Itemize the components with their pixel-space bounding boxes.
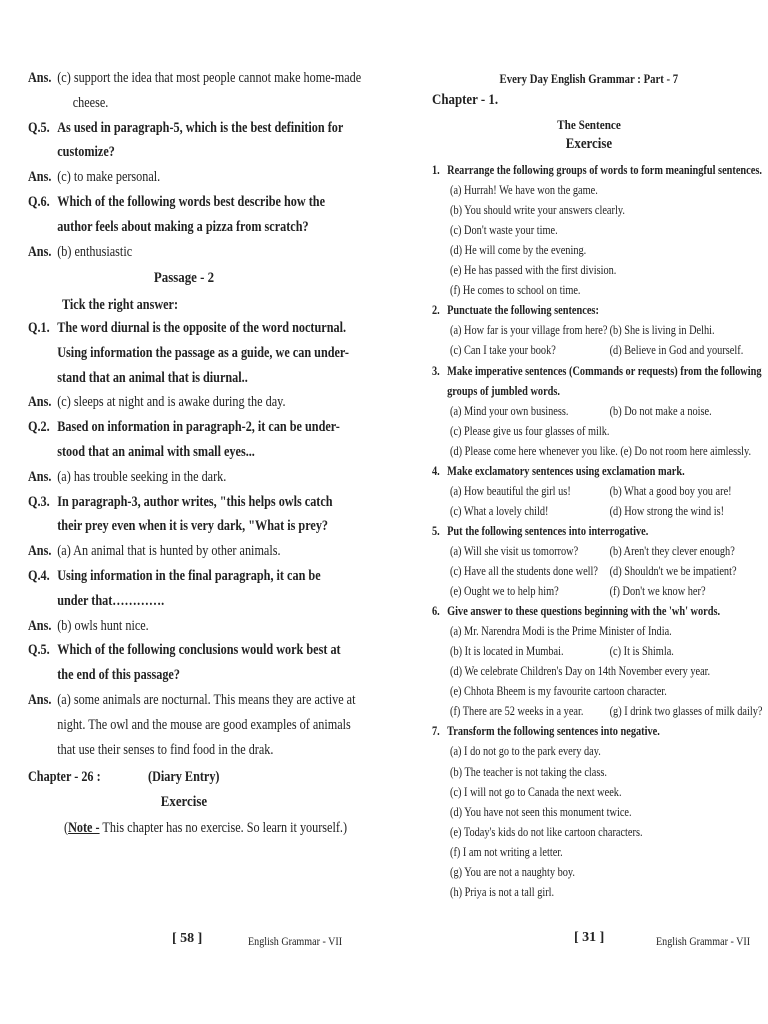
answer-text: (b) The teacher is not taking the class. <box>450 764 608 779</box>
answer-text: (h) Priya is not a tall girl. <box>450 884 555 899</box>
question-text: groups of jumbled words. <box>447 383 561 398</box>
answer-text: (a) How beautiful the girl us! <box>450 483 571 498</box>
exercise-question <box>432 163 762 178</box>
exercise-question <box>432 604 720 619</box>
answer-item <box>450 444 751 459</box>
running-head-text: Every Day English Grammar : Part - 7 <box>499 72 679 86</box>
answer-item <box>450 704 763 719</box>
answer-item <box>450 323 715 338</box>
text-line <box>28 742 273 759</box>
answer-text: (a) Hurrah! We have won the game. <box>450 183 598 198</box>
question-number: 7. <box>432 724 440 739</box>
answer-line <box>28 244 132 261</box>
line-text: Which of the following words best describe how the <box>57 194 325 210</box>
answer-item <box>450 805 632 820</box>
answer-line <box>28 70 361 87</box>
line-text: (b) enthusiastic <box>57 243 133 260</box>
answer-line <box>28 692 355 709</box>
answer-text-second: (g) I drink two glasses of milk daily? <box>609 704 763 719</box>
answer-text-second: (d) Believe in God and yourself. <box>609 343 744 358</box>
line-text: Using information the passage as a guide, we can under- <box>57 344 349 361</box>
question-text: Make imperative sentences (Commands or requests) from the following <box>447 363 762 378</box>
answer-text: (c) I will not go to Canada the next week. <box>450 784 622 799</box>
answer-text: (c) Don't waste your time. <box>450 223 558 238</box>
note-text: This chapter has no exercise. So learn it yourself.) <box>99 820 348 836</box>
answer-item <box>450 564 737 579</box>
line-text: (c) sleeps at night and is awake during the day. <box>57 394 286 411</box>
question-text: Transform the following sentences into negative. <box>447 724 660 739</box>
line-label: Ans. <box>28 617 52 634</box>
line-text: (b) owls hunt nice. <box>57 617 149 634</box>
question-number: 1. <box>432 163 440 177</box>
answer-line <box>28 469 226 486</box>
passage-heading <box>28 270 340 287</box>
answer-text: (b) It is located in Mumbai. <box>450 644 564 659</box>
footer-title-left: English Grammar - VII <box>248 934 343 948</box>
line-text: (c) to make personal. <box>57 169 161 186</box>
note-label: Note - <box>68 820 100 836</box>
text-line <box>28 444 255 461</box>
answer-text: (e) Chhota Bheem is my favourite cartoon character. <box>450 684 667 699</box>
exercise-heading-right-text: Exercise <box>565 136 613 152</box>
question-number: 4. <box>432 463 440 478</box>
question-number: 2. <box>432 303 440 318</box>
answer-item <box>450 404 712 419</box>
line-text: (a) has trouble seeking in the dark. <box>57 468 227 485</box>
line-text: the end of this passage? <box>57 667 180 684</box>
answer-line <box>28 543 281 560</box>
answer-text: (d) You have not seen this monument twice. <box>450 804 632 819</box>
answer-text: (c) Can I take your book? <box>450 343 556 358</box>
text-line <box>28 95 108 112</box>
answer-text-second: (b) She is living in Delhi. <box>609 323 715 338</box>
line-label: Q.5. <box>28 119 50 136</box>
line-text: their prey even when it is very dark, "What is prey? <box>57 518 329 535</box>
question-line <box>28 419 340 436</box>
question-text: Make exclamatory sentences using exclamation mark. <box>447 463 685 478</box>
answer-item <box>450 765 607 780</box>
answer-item <box>450 223 558 238</box>
answer-text: (a) How far is your village from here? <box>450 323 608 338</box>
answer-text: (d) Please come here whenever you like. (e) Do not room here aimlessly. <box>450 443 752 458</box>
instruction: Tick the right answer: <box>62 297 179 313</box>
line-label: Q.3. <box>28 493 50 510</box>
answer-text: (c) Have all the students done well? <box>450 564 599 578</box>
line-label: Ans. <box>28 692 52 708</box>
line-text: In paragraph-3, author writes, "this helps owls catch <box>57 493 333 510</box>
line-text: The word diurnal is the opposite of the word nocturnal. <box>57 320 347 336</box>
answer-text: (a) Mr. Narendra Modi is the Prime Minister of India. <box>450 624 672 639</box>
line-text: under that…………. <box>57 592 165 609</box>
answer-line <box>28 169 160 186</box>
line-text: that use their senses to find food in the drak. <box>57 741 274 758</box>
question-line <box>28 120 343 137</box>
line-text: customize? <box>57 144 115 161</box>
line-label: Q.4. <box>28 568 50 584</box>
text-line <box>28 370 248 387</box>
line-text: (a) some animals are nocturnal. This means they are active at <box>57 692 356 708</box>
exercise-question <box>432 724 660 739</box>
line-text: (a) An animal that is hunted by other animals. <box>57 543 281 560</box>
answer-text: (f) He comes to school on time. <box>450 283 581 298</box>
line-label: Q.2. <box>28 419 50 436</box>
answer-text: (d) We celebrate Children's Day on 14th November every year. <box>450 664 711 679</box>
line-text: Based on information in paragraph-2, it can be under- <box>57 419 340 436</box>
subject-heading-text: The Sentence <box>557 117 621 132</box>
answer-text-second: (b) Aren't they clever enough? <box>609 543 735 558</box>
text-line <box>28 345 349 362</box>
answer-line <box>28 618 149 635</box>
chapter-label: Chapter - 26 : <box>28 769 101 785</box>
answer-text: (g) You are not a naughty boy. <box>450 864 575 879</box>
answer-text-second: (b) What a good boy you are! <box>609 483 732 498</box>
answer-text: (b) You should write your answers clearly. <box>450 203 625 218</box>
exercise-question <box>432 303 599 318</box>
question-text: Give answer to these questions beginning with the 'wh' words. <box>447 604 721 619</box>
line-text: Using information in the final paragraph, it can be <box>57 568 321 584</box>
question-number: 6. <box>432 604 440 619</box>
answer-item <box>450 644 674 659</box>
answer-item <box>450 684 667 699</box>
question-line <box>28 194 325 211</box>
answer-text: (e) He has passed with the first division. <box>450 263 617 278</box>
text-line <box>28 518 328 535</box>
answer-item <box>450 624 672 639</box>
answer-item <box>450 183 598 198</box>
line-text: As used in paragraph-5, which is the best definition for <box>57 119 344 136</box>
exercise-question <box>432 464 685 479</box>
answer-item <box>450 283 581 298</box>
answer-item <box>450 584 706 599</box>
question-text: Punctuate the following sentences: <box>447 303 599 318</box>
answer-item <box>450 484 732 499</box>
answer-item <box>450 744 601 759</box>
line-text: night. The owl and the mouse are good examples of animals <box>57 716 351 733</box>
question-text: Rearrange the following groups of words to form meaningful sentences. <box>447 163 762 177</box>
question-line <box>28 568 321 585</box>
answer-text-second: (d) How strong the wind is! <box>609 503 725 518</box>
left-page <box>28 0 362 1024</box>
answer-item <box>450 885 554 900</box>
line-label: Q.6. <box>28 194 50 210</box>
text-line <box>28 717 351 734</box>
line-label: Q.1. <box>28 320 50 336</box>
answer-text-second: (b) Do not make a noise. <box>609 403 712 418</box>
answer-text: (f) There are 52 weeks in a year. <box>450 704 584 719</box>
answer-item <box>450 424 610 439</box>
answer-item <box>450 825 643 840</box>
question-text: Put the following sentences into interrogative. <box>447 523 649 538</box>
line-text: author feels about making a pizza from scratch? <box>57 218 309 235</box>
question-line <box>28 494 333 511</box>
text-line <box>28 219 309 236</box>
exercise-heading-right <box>432 136 746 153</box>
text-line <box>28 144 115 161</box>
answer-item <box>450 785 622 800</box>
question-number: 3. <box>432 363 440 378</box>
page-number-right: [ 31 ] <box>574 930 605 945</box>
question-number: 5. <box>432 523 440 538</box>
question-line <box>28 642 341 659</box>
answer-text-second: (d) Shouldn't we be impatient? <box>609 564 737 578</box>
answer-text: (c) What a lovely child! <box>450 503 549 518</box>
running-head <box>432 72 746 87</box>
line-label: Ans. <box>28 70 52 86</box>
passage-heading-text: Passage - 2 <box>153 270 215 286</box>
chapter-title: (Diary Entry) <box>148 769 220 785</box>
exercise-question <box>432 364 762 379</box>
line-text: (c) support the idea that most people cannot make home-made <box>57 70 362 86</box>
answer-text: (f) I am not writing a letter. <box>450 844 563 859</box>
right-page <box>432 0 763 1024</box>
line-text: stood that an animal with small eyes... <box>57 444 255 460</box>
answer-item <box>450 845 563 860</box>
line-label: Ans. <box>28 169 52 186</box>
answer-item <box>450 865 575 880</box>
exercise-heading-left-text: Exercise <box>160 794 208 810</box>
answer-text: (a) Will she visit us tomorrow? <box>450 543 579 558</box>
line-label: Q.5. <box>28 642 50 659</box>
line-label: Ans. <box>28 394 52 411</box>
answer-item <box>450 664 710 679</box>
page-number-left: [ 58 ] <box>172 931 203 946</box>
line-text: Which of the following conclusions would work best at <box>57 642 341 659</box>
answer-text: (e) Ought we to help him? <box>450 584 559 599</box>
answer-item <box>450 544 735 559</box>
question-line <box>28 320 346 337</box>
line-label: Ans. <box>28 243 52 260</box>
answer-text: (d) He will come by the evening. <box>450 243 587 258</box>
text-line <box>28 667 180 684</box>
answer-text-second: (c) It is Shimla. <box>609 644 674 659</box>
exercise-heading-left <box>28 794 340 811</box>
note-open: ( <box>64 820 69 836</box>
answer-line <box>28 394 285 411</box>
subject-heading <box>432 117 746 133</box>
line-label: Ans. <box>28 543 52 560</box>
text-line <box>28 593 164 610</box>
exercise-question <box>432 384 560 399</box>
line-label: Ans. <box>28 468 52 485</box>
exercise-question <box>432 524 648 539</box>
answer-item <box>450 343 743 358</box>
answer-item <box>450 243 586 258</box>
answer-text: (a) Mind your own business. <box>450 403 569 418</box>
line-text: stand that an animal that is diurnal.. <box>57 369 248 386</box>
chapter-heading: Chapter - 1. <box>432 92 499 108</box>
footer-title-right: English Grammar - VII <box>656 934 751 948</box>
line-text: cheese. <box>72 94 109 111</box>
answer-text-second: (f) Don't we know her? <box>609 584 706 599</box>
answer-item <box>450 263 616 278</box>
answer-text: (e) Today's kids do not like cartoon characters. <box>450 824 643 839</box>
answer-item <box>450 504 724 519</box>
answer-item <box>450 203 625 218</box>
chapter-note <box>64 820 347 837</box>
answer-text: (c) Please give us four glasses of milk. <box>450 423 610 438</box>
answer-text: (a) I do not go to the park every day. <box>450 744 601 759</box>
